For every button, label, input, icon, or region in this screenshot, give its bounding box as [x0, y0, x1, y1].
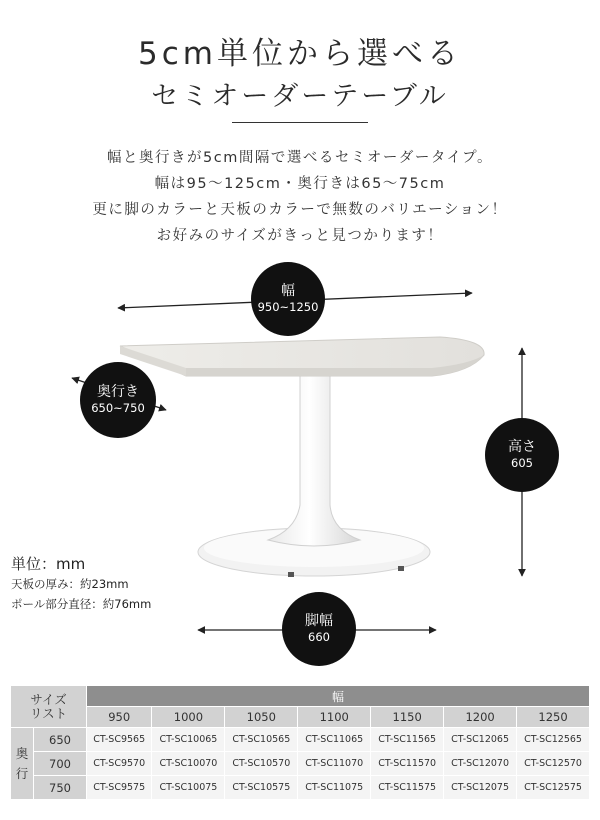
product-code: CT-SC11070	[298, 752, 371, 776]
depth-row-header: 700	[34, 752, 87, 776]
height-badge	[485, 418, 559, 492]
product-code: CT-SC10575	[225, 776, 298, 800]
table-row	[11, 752, 590, 776]
page-title: 5cm単位から選べる	[138, 36, 462, 72]
depth-badge	[80, 362, 156, 438]
page-subtitle: セミオーダーテーブル	[151, 81, 449, 112]
depth-value: 650~750	[91, 401, 145, 415]
size-list-table	[10, 685, 590, 800]
description-line: 幅は95〜125cm・奥行きは65〜75cm	[154, 176, 446, 192]
table-row	[11, 728, 590, 752]
table-pole	[268, 366, 360, 546]
product-code: CT-SC10570	[225, 752, 298, 776]
product-code: CT-SC11575	[371, 776, 444, 800]
width-column-header: 1050	[225, 707, 298, 728]
width-column-header: 1200	[444, 707, 517, 728]
depth-row-header: 650	[34, 728, 87, 752]
product-code: CT-SC9565	[87, 728, 152, 752]
leg-width-badge	[282, 592, 356, 666]
product-code: CT-SC10065	[152, 728, 225, 752]
width-badge	[251, 262, 325, 336]
size-list-header: サイズ リスト	[11, 686, 87, 728]
leg-width-label: 脚幅	[305, 613, 333, 629]
depth-label: 奥行き	[97, 384, 139, 400]
product-code: CT-SC9570	[87, 752, 152, 776]
width-label: 幅	[281, 283, 295, 299]
product-code: CT-SC11565	[371, 728, 444, 752]
product-code: CT-SC10075	[152, 776, 225, 800]
product-code: CT-SC12570	[517, 752, 590, 776]
product-code: CT-SC10565	[225, 728, 298, 752]
depth-header: 奥 行	[11, 728, 34, 800]
product-code: CT-SC11065	[298, 728, 371, 752]
unit-note: 単位：mm	[11, 555, 86, 573]
width-column-header: 1150	[371, 707, 444, 728]
width-column-header: 1100	[298, 707, 371, 728]
product-code: CT-SC10070	[152, 752, 225, 776]
width-column-header: 1250	[517, 707, 590, 728]
description-line: 幅と奥行きが5cm間隔で選べるセミオーダータイプ。	[107, 150, 493, 166]
description-line: お好みのサイズがきっと見つかります！	[156, 228, 444, 244]
depth-row-header: 750	[34, 776, 87, 800]
width-header: 幅	[87, 686, 590, 707]
width-column-header: 1000	[152, 707, 225, 728]
product-code: CT-SC11570	[371, 752, 444, 776]
leg-width-value: 660	[308, 630, 330, 644]
table-row	[11, 776, 590, 800]
product-code: CT-SC12565	[517, 728, 590, 752]
height-value: 605	[511, 456, 533, 470]
product-code: CT-SC12065	[444, 728, 517, 752]
pole-diameter-note: ポール部分直径：約76mm	[11, 597, 152, 611]
width-value: 950~1250	[257, 300, 319, 314]
product-code: CT-SC12075	[444, 776, 517, 800]
product-code: CT-SC11075	[298, 776, 371, 800]
product-code: CT-SC12575	[517, 776, 590, 800]
height-label: 高さ	[508, 439, 536, 455]
top-thickness-note: 天板の厚み：約23mm	[11, 577, 129, 591]
description-line: 更に脚のカラーと天板のカラーで無数のバリエーション！	[92, 202, 508, 218]
product-code: CT-SC12070	[444, 752, 517, 776]
width-column-header: 950	[87, 707, 152, 728]
product-code: CT-SC9575	[87, 776, 152, 800]
